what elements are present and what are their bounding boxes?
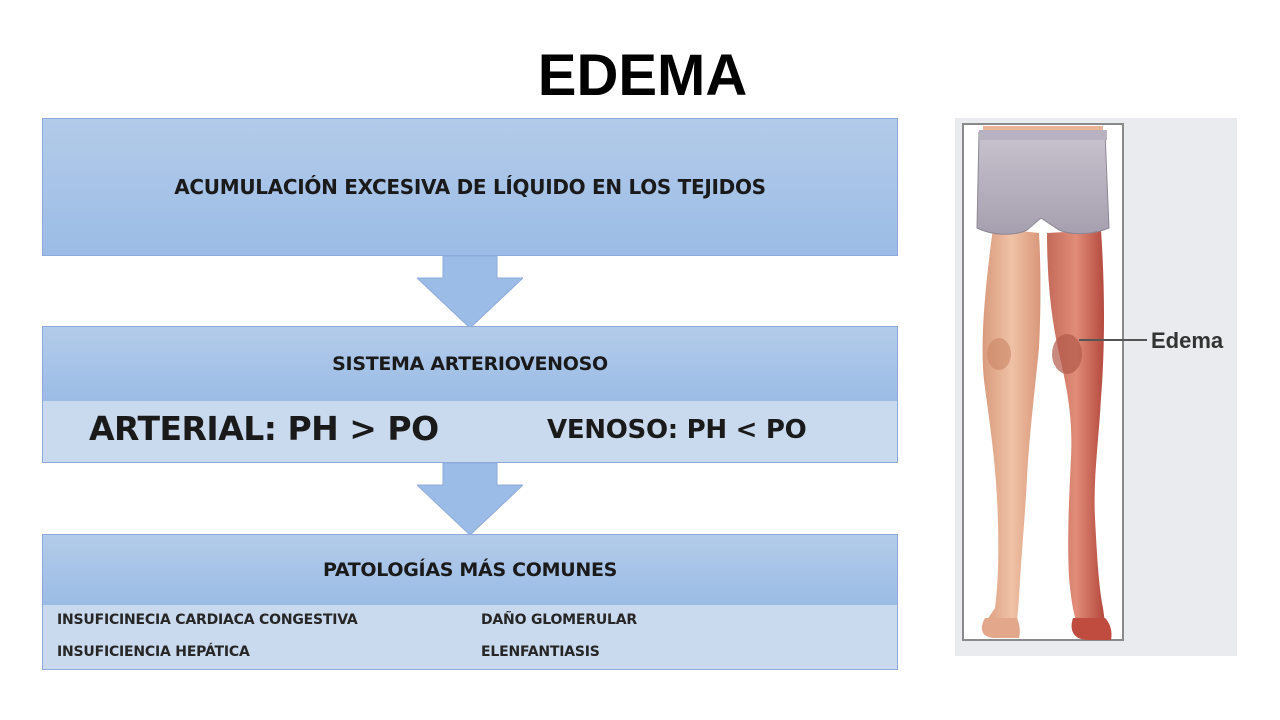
arteriovenous-box [42, 326, 898, 463]
pathologies-heading-band [43, 535, 897, 605]
definition-box [42, 118, 898, 256]
pathologies-box [42, 534, 898, 670]
venous-text: VENOSO: PH < PO [547, 415, 807, 445]
arterial-text: ARTERIAL: PH > PO [89, 409, 439, 448]
legs-drawing [955, 118, 1237, 656]
pathologies-heading: PATOLOGÍAS MÁS COMUNES [322, 559, 618, 581]
down-arrow-icon [417, 463, 523, 535]
down-arrow-icon [417, 256, 523, 328]
edema-label: Edema [1151, 328, 1224, 353]
pathology-item: ELENFANTIASIS [481, 644, 600, 660]
pathology-item: INSUFICINECIA CARDIACA CONGESTIVA [57, 612, 358, 628]
edema-legs-illustration [955, 118, 1237, 656]
pathology-item: DAÑO GLOMERULAR [481, 612, 637, 628]
arteriovenous-heading-band [43, 327, 897, 401]
arteriovenous-heading: SISTEMA ARTERIOVENOSO [332, 353, 608, 375]
slide-title: EDEMA [537, 43, 748, 108]
definition-text: ACUMULACIÓN EXCESIVA DE LÍQUIDO EN LOS TEJIDOS [174, 175, 766, 199]
pathology-item: INSUFICIENCIA HEPÁTICA [57, 644, 250, 660]
